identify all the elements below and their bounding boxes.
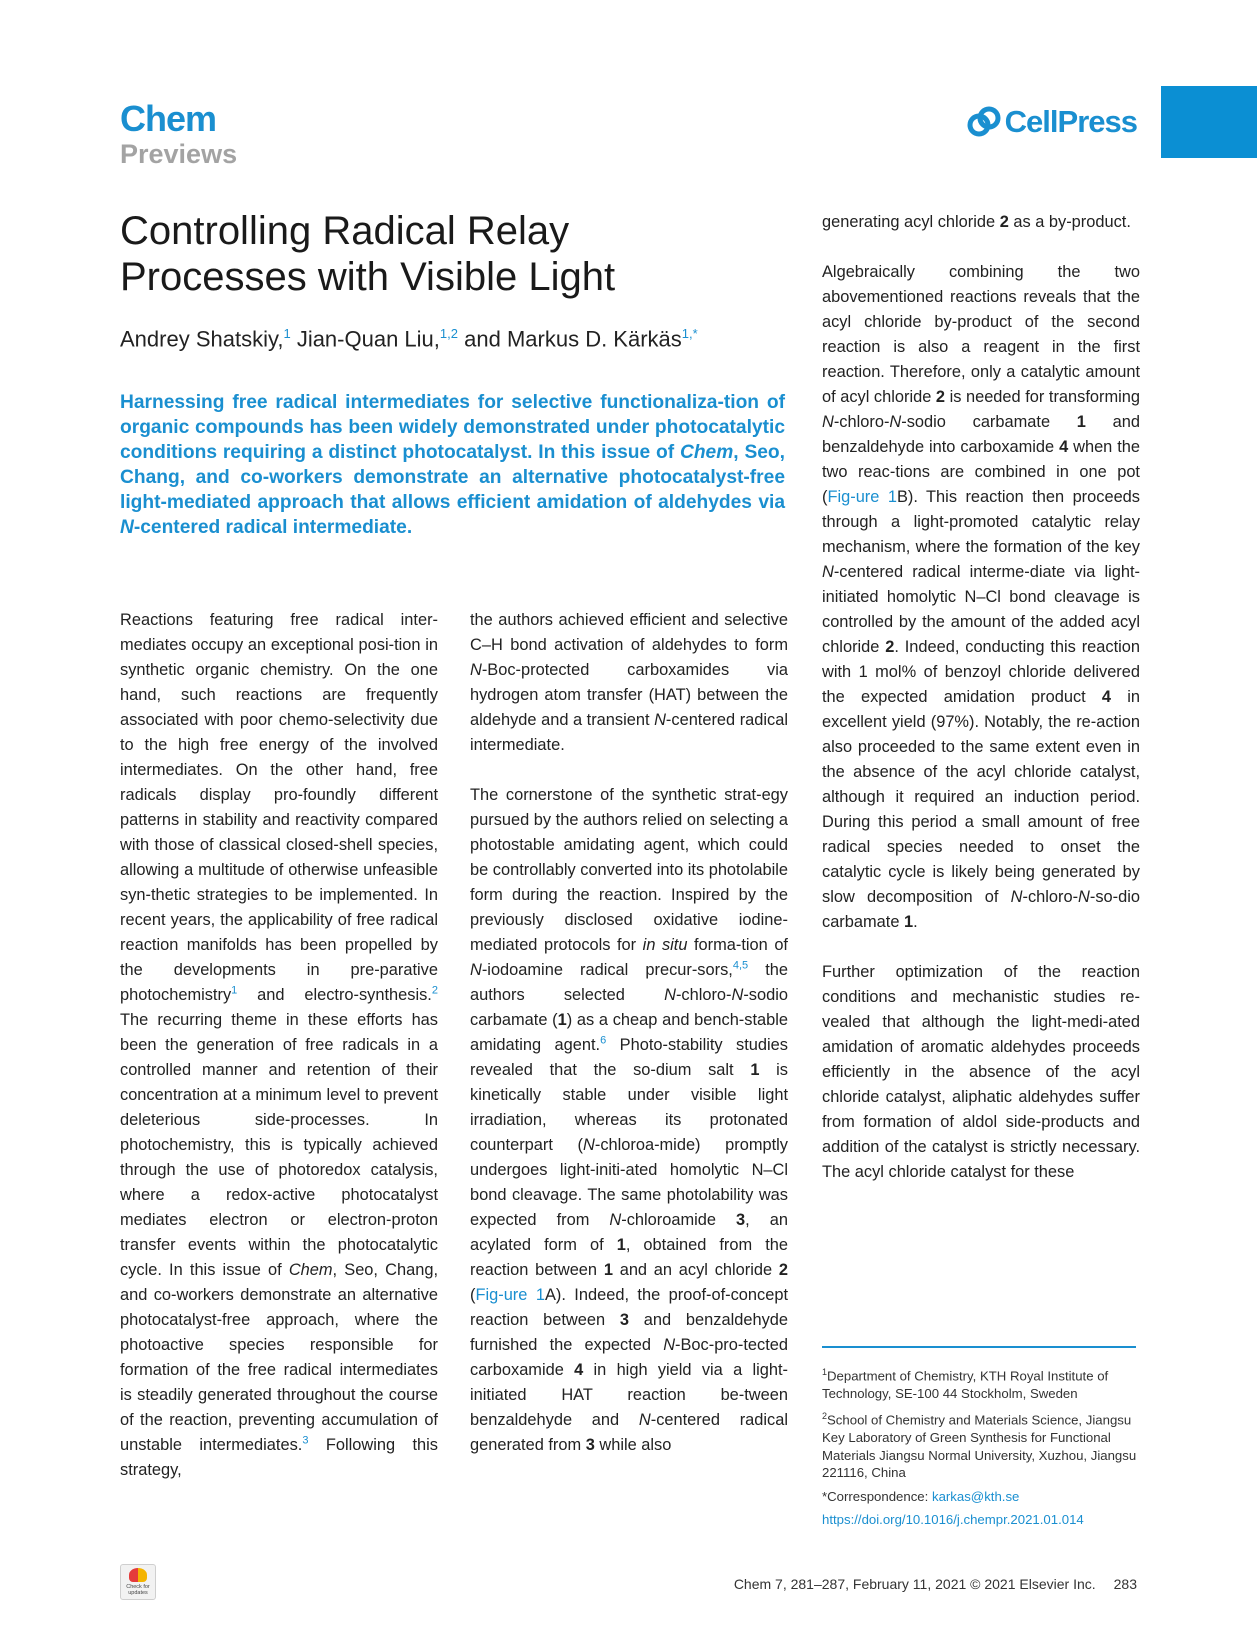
title-line-2: Processes with Visible Light	[120, 255, 616, 299]
text-run: Algebraically combining the two abovementioned reactions reveals that the acyl chloride by-product of the second reaction is also a reagent in the first reaction. Therefore, only a catalytic amount of acyl chloride	[822, 263, 1140, 406]
text-run: -centered radical generated from	[470, 1411, 788, 1454]
compound-number: 1	[750, 1061, 760, 1079]
text-italic: N	[470, 661, 482, 679]
affiliation-marker[interactable]: 1,*	[681, 326, 698, 341]
correspondence	[822, 1488, 1142, 1506]
compound-number: 3	[736, 1211, 746, 1229]
citation-ref[interactable]: 2	[431, 984, 438, 997]
correspondence-label: *Correspondence:	[822, 1488, 932, 1504]
text-run: -centered radical intermediate.	[470, 711, 789, 754]
text-run: The cornerstone of the synthetic strat-egy pursued by the authors relied on selecting a photostable amidating agent, which could be controllably converted into its photolabile form during the reaction. Inspired by the previously disclosed oxidative iodine-mediated protocols for	[470, 786, 789, 954]
body-paragraph	[822, 260, 1140, 935]
author-name: Markus D. Kärkäs	[506, 326, 682, 352]
text-italic: N	[822, 413, 834, 431]
affiliation-2	[822, 1408, 1142, 1481]
text-italic: N	[889, 413, 902, 431]
text-run: -chloro-	[1022, 888, 1079, 906]
bookmark-icon	[129, 1568, 147, 1582]
doi	[822, 1511, 1142, 1529]
text-run: in excellent yield (97%). Notably, the re-action also proceeded to the same extent even in the absence of the acyl chloride catalyst, although it required an induction period. During this period a small amount of free radical species needed to onset the catalytic cycle is likely being generated by slow decomposition of	[822, 688, 1141, 906]
text-italic: N	[731, 986, 744, 1004]
text-run: is kinetically stable under visible light irradiation, whereas its protonated counterpart (	[470, 1061, 788, 1154]
text-run: A). Indeed, the proof-of-concept reaction between	[470, 1286, 788, 1329]
text-run: and electro-synthesis.	[237, 986, 432, 1004]
compound-number: 2	[885, 638, 895, 656]
page-footer	[734, 1576, 1137, 1592]
publisher-logo	[967, 104, 1137, 140]
text-run: as a by-product.	[1008, 213, 1131, 231]
abstract-italic: N	[120, 517, 134, 538]
publisher-name: CellPress	[1004, 104, 1137, 139]
text-run: -Boc-protected carboxamides via hydrogen atom transfer (HAT) between the aldehyde and a transient	[470, 661, 788, 729]
text-run: generating acyl chloride	[822, 213, 1000, 231]
figure-link[interactable]: Fig-ure 1	[827, 488, 897, 506]
citation-ref[interactable]: 1	[231, 984, 238, 997]
text-run: the authors achieved efficient and selective C–H bond activation of aldehydes to form	[470, 611, 788, 654]
text-run: in high yield via a light-initiated HAT reaction be-tween benzaldehyde and	[470, 1361, 788, 1429]
journal-name: Chem	[120, 98, 217, 139]
abstract-italic: Chem	[679, 442, 734, 463]
text-run: when the two reac-tions are combined in one pot (	[822, 438, 1140, 506]
affiliation-text: School of Chemistry and Materials Science, Jiangsu Key Laboratory of Green Synthesis for Functional Materials Jiangsu Normal University, Xuzhou, Jiangsu 221116, China	[822, 1412, 1137, 1481]
citation-ref[interactable]: 4,5	[732, 959, 749, 972]
abstract-text: Harnessing free radical intermediates for selective functionaliza-tion of organic compounds has been widely demonstrated under photocatalytic conditions requiring a distinct photocatalyst. In this issue of	[120, 392, 785, 463]
abstract	[120, 390, 785, 540]
compound-number: 2	[778, 1261, 788, 1279]
body-column-3	[822, 210, 1140, 1210]
compound-number: 4	[1101, 688, 1112, 706]
doi-link[interactable]: https://doi.org/10.1016/j.chempr.2021.01.014	[822, 1512, 1084, 1528]
text-italic: N	[470, 961, 482, 979]
affiliations-footnotes	[822, 1364, 1142, 1535]
affiliation-1	[822, 1364, 1142, 1402]
affiliation-marker[interactable]: 1,2	[439, 326, 458, 341]
text-run: , obtained from the reaction between	[470, 1236, 788, 1279]
text-run: -sodio carbamate	[901, 413, 1077, 431]
compound-number: 4	[574, 1361, 584, 1379]
compound-number: 3	[585, 1436, 595, 1454]
text-run: (	[470, 1286, 476, 1304]
author-conjunction: and	[464, 326, 501, 352]
compound-number: 2	[935, 388, 946, 406]
author-name: Andrey Shatskiy,	[120, 326, 284, 352]
text-run: the authors selected	[470, 961, 788, 1004]
body-paragraph	[470, 783, 788, 1458]
footnote-divider	[822, 1346, 1136, 1348]
text-italic: N	[609, 1211, 622, 1229]
text-run: -chloro-	[833, 413, 890, 431]
body-paragraph: Further optimization of the reaction conditions and mechanistic studies re-vealed that although the light-medi-ated amidation of aromatic aldehydes proceeds efficiently in the absence of the acyl chloride catalyst, aliphatic aldehydes suffer from formation of aldol side-products and addition of the catalyst is strictly necessary. The acyl chloride catalyst for these	[822, 963, 1140, 1181]
page-number: 283	[1113, 1576, 1137, 1592]
corner-color-tab	[1161, 86, 1257, 158]
text-run: Following this strategy,	[120, 1436, 439, 1479]
text-run: Photo-stability studies revealed that the so-dium salt	[470, 1036, 788, 1079]
text-run: -sodio carbamate (	[470, 986, 788, 1029]
text-run: B). This reaction then proceeds through a light-promoted catalytic relay mechanism, where the formation of the key	[822, 488, 1140, 556]
compound-number: 1	[616, 1236, 626, 1254]
author-list	[120, 326, 698, 352]
article-title	[120, 208, 780, 300]
affiliation-number: 1	[822, 1367, 828, 1377]
author-name: Jian-Quan Liu,	[296, 326, 440, 352]
text-run: , Seo, Chang, and co-workers demonstrate an alternative photocatalyst-free approach, where the photoactive species responsible for formation of the free radical intermediates is steadily generated throughout the course of the reaction, preventing accumulation of unstable intermediates.	[120, 1261, 438, 1454]
text-italic: N	[638, 1411, 651, 1429]
abstract-text: -centered radical intermediate.	[133, 517, 413, 538]
text-italic: N	[1010, 888, 1023, 906]
compound-number: 2	[999, 213, 1009, 231]
affiliation-marker[interactable]: 1	[283, 326, 291, 341]
text-italic: N	[1078, 888, 1090, 906]
text-italic: N	[583, 1136, 595, 1154]
text-run: -iodoamine radical precur-sors,	[481, 961, 733, 979]
affiliation-number: 2	[822, 1411, 828, 1422]
text-run: while also	[594, 1436, 672, 1454]
text-run: .	[913, 913, 918, 931]
text-run: -Boc-pro-tected carboxamide	[470, 1336, 788, 1379]
check-for-updates-badge[interactable]	[120, 1564, 156, 1600]
text-run: forma-tion of	[687, 936, 788, 954]
text-run: . Indeed, conducting this reaction with 1 mol% of benzoyl chloride delivered the expected amidation product	[822, 638, 1141, 706]
compound-number: 1	[1076, 413, 1086, 431]
text-italic: in situ	[642, 936, 688, 954]
body-column-2	[470, 608, 788, 1483]
text-run: is needed for transforming	[945, 388, 1140, 406]
badge-label: Check for updates	[126, 1584, 150, 1596]
affiliation-text: Department of Chemistry, KTH Royal Institute of Technology, SE-100 44 Stockholm, Sweden	[822, 1368, 1109, 1401]
body-paragraph	[120, 608, 438, 1483]
text-run: and an acyl chloride	[612, 1261, 779, 1279]
compound-number: 1	[603, 1261, 613, 1279]
text-run: -chloroa-mide) promptly undergoes light-initi-ated homolytic N–Cl bond cleavage. The same photolability was expected from	[470, 1136, 788, 1229]
citation-ref[interactable]: 6	[600, 1034, 607, 1047]
text-run: -so-dio carbamate	[822, 888, 1140, 931]
compound-number: 1	[557, 1011, 567, 1029]
text-italic: Chem	[288, 1261, 333, 1279]
text-run: -centered radical interme-diate via light-initiated homolytic N–Cl bond cleavage is controlled by the amount of the added acyl chloride	[822, 563, 1140, 656]
abstract-text: , Seo, Chang, and co-workers demonstrate an alternative photocatalyst-free light-mediated approach that allows efficient amidation of aldehydes via	[120, 442, 785, 513]
text-run: , an acylated form of	[470, 1211, 789, 1254]
section-label: Previews	[120, 139, 238, 169]
text-run: The recurring theme in these efforts has been the generation of free radicals in a controlled manner and retention of their concentration at a minimum level to prevent deleterious side-processes. In photochemistry, this is typically achieved through the use of photoredox catalysis, where a redox-active photocatalyst mediates electron or electron-proton transfer events within the photocatalytic cycle. In this issue of	[120, 1011, 438, 1279]
text-run: -chloro-	[675, 986, 732, 1004]
citation-line: Chem 7, 281–287, February 11, 2021 © 2021 Elsevier Inc.	[733, 1576, 1096, 1592]
text-italic: N	[663, 1336, 676, 1354]
text-italic: N	[654, 711, 666, 729]
body-paragraph	[470, 608, 788, 758]
text-run: and benzaldehyde furnished the expected	[470, 1311, 789, 1354]
compound-number: 3	[619, 1311, 629, 1329]
text-italic: N	[822, 563, 834, 581]
cellpress-logo-icon	[967, 106, 1001, 138]
compound-number: 1	[904, 913, 914, 931]
body-column-1	[120, 608, 438, 1508]
text-italic: N	[664, 986, 676, 1004]
citation-ref[interactable]: 3	[302, 1434, 309, 1447]
text-run: and benzaldehyde into carboxamide	[822, 413, 1140, 456]
body-paragraph	[822, 210, 1140, 235]
email-link[interactable]: karkas@kth.se	[931, 1488, 1020, 1504]
text-run: -chloroamide	[621, 1211, 737, 1229]
title-line-1: Controlling Radical Relay	[120, 209, 570, 253]
text-run: ) as a cheap and bench-stable amidating agent.	[470, 1011, 789, 1054]
text-run: Reactions featuring free radical inter-mediates occupy an exceptional posi-tion in synthetic organic chemistry. On the one hand, such reactions are frequently associated with poor chemo-selectivity due to the high free energy of the involved intermediates. On the other hand, free radicals display pro-foundly different patterns in stability and reactivity compared with those of classical closed-shell species, allowing a multitude of otherwise unfeasible syn-thetic strategies to be implemented. In recent years, the applicability of free radical reaction manifolds has been propelled by the developments in pre-parative photochemistry	[120, 611, 438, 1004]
figure-link[interactable]: Fig-ure 1	[475, 1286, 545, 1304]
compound-number: 4	[1059, 438, 1069, 456]
